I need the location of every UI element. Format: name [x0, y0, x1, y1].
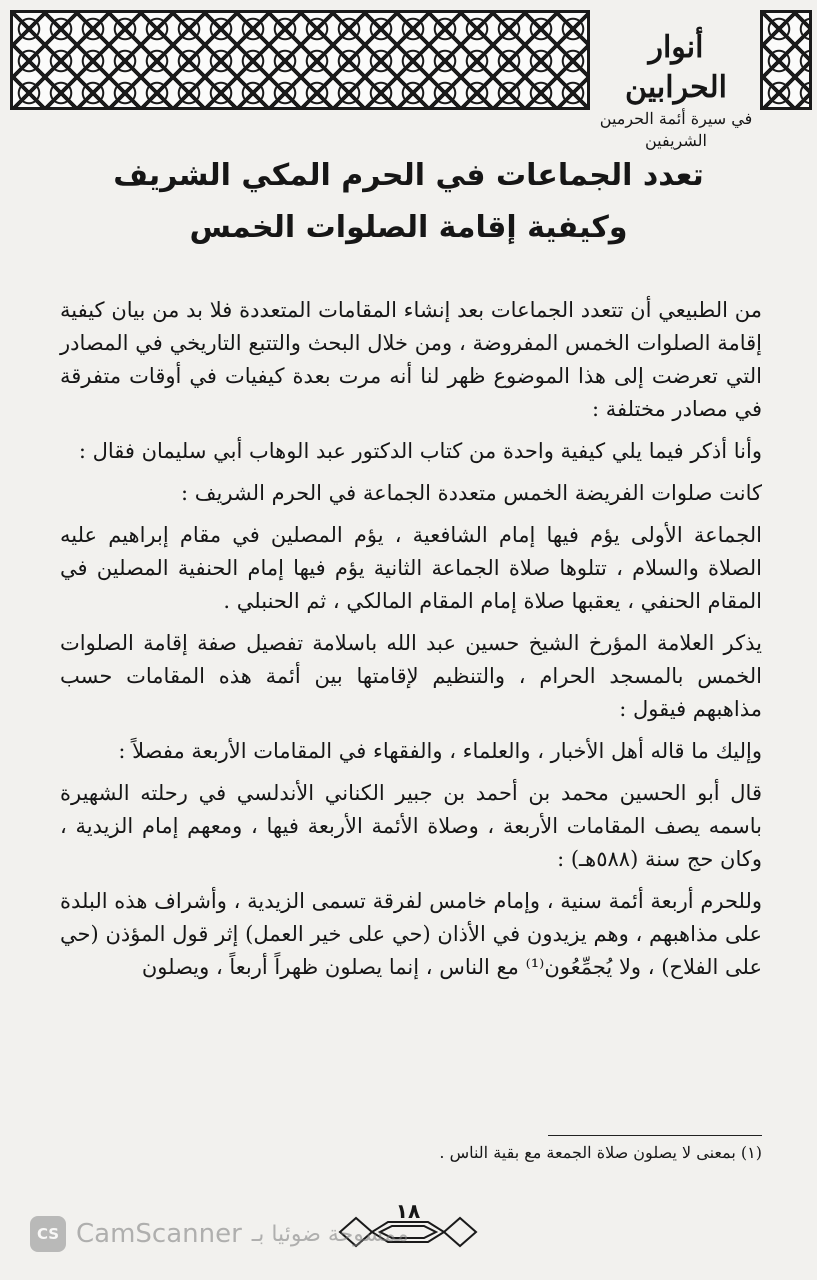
chapter-heading-line-1: تعدد الجماعات في الحرم المكي الشريف	[113, 158, 704, 193]
camscanner-logo-icon: CS	[30, 1216, 66, 1252]
paragraph: الجماعة الأولى يؤم فيها إمام الشافعية ، يؤم المصلين في مقام إبراهيم عليه الصلاة والسلام ، تتلوها صلاة الجماعة الثانية يؤم فيها إمام الحنفية المصلين في المقام الحنفي ، يعقبها صلاة إمام المقام المالكي ، ثم الحنبلي .	[60, 523, 762, 613]
book-subtitle: في سيرة أئمة الحرمين الشريفين	[599, 109, 753, 150]
paragraph: وأنا أذكر فيما يلي كيفية واحدة من كتاب الدكتور عبد الوهاب أبي سليمان فقال :	[78, 439, 762, 463]
paragraph: يذكر العلامة المؤرخ الشيخ حسين عبد الله باسلامة تفصيل صفة إقامة الصلوات الخمس بالمسجد الحرام ، والتنظيم لإقامتها بين أئمة هذه المقامات حسب مذاهبهم فيقول :	[60, 631, 762, 721]
page-number: ١٨	[395, 1199, 421, 1223]
page-header	[0, 0, 817, 150]
header-ornament-left	[10, 10, 590, 110]
header-ornament-right	[760, 10, 812, 110]
footnote-divider	[548, 1135, 762, 1136]
body-text	[60, 294, 762, 993]
footnote: (١) بمعنى لا يصلون صلاة الجمعة مع بقية الناس .	[439, 1143, 762, 1162]
paragraph: وإليك ما قاله أهل الأخبار ، والعلماء ، والفقهاء في المقامات الأربعة مفصلاً :	[118, 739, 762, 763]
paragraph: من الطبيعي أن تتعدد الجماعات بعد إنشاء المقامات المتعددة فلا بد من بيان كيفية إقامة الصلوات الخمس المفروضة ، ومن خلال البحث والتتبع التاريخي في المصادر التي تعرضت إلى هذا الموضوع ظهر لنا أنه مرت بعدة كيفيات في أوقات متفرقة في مصادر مختلفة :	[60, 298, 762, 421]
book-title-box	[596, 14, 756, 150]
chapter-heading	[60, 150, 757, 254]
chapter-heading-line-2: وكيفية إقامة الصلوات الخمس	[189, 210, 628, 245]
scanner-watermark	[30, 1212, 409, 1256]
watermark-brand: CamScanner	[76, 1219, 242, 1249]
book-title: أنوار الحرابين	[625, 30, 727, 105]
paragraph: قال أبو الحسين محمد بن أحمد بن جبير الكناني الأندلسي في رحلته الشهيرة باسمه يصف المقامات الأربعة ، وصلاة الأئمة الأربعة فيها ، ومعهم إمام الزيدية ، وكان حج سنة (٥٨٨هـ) :	[60, 781, 762, 871]
paragraph: كانت صلوات الفريضة الخمس متعددة الجماعة في الحرم الشريف :	[181, 481, 762, 505]
paragraph: وللحرم أربعة أئمة سنية ، وإمام خامس لفرقة تسمى الزيدية ، وأشراف هذه البلدة على مذاهبهم ، وهم يزيدون في الأذان (حي على خير العمل) إثر قول المؤذن (حي على الفلاح) ، ولا يُجمِّعُون⁽¹⁾ مع الناس ، إنما يصلون ظهراً أربعاً ، ويصلون	[60, 889, 762, 979]
watermark-arabic: ممسوحة ضوئيا بـ	[251, 1221, 409, 1247]
